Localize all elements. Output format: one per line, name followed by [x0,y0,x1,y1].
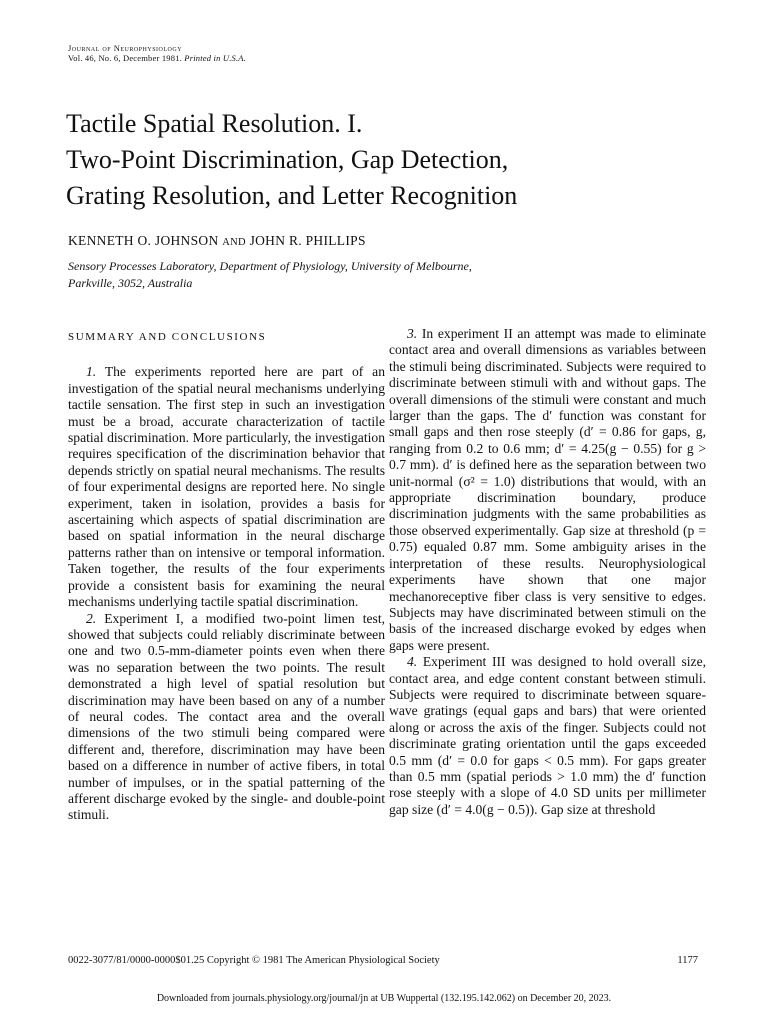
paragraph-text: The experiments reported here are part of an investigation of the spatial neural mechanisms underlying tactile sensation. The first step in such an investigation must be a broad, accurate characterization of tactile spatial discrimination. More particularly, the investigation requires specification of the discrimination behavior that depends strictly on spatial neural mechanisms. The results of four experimental designs are reported here. No single experiment, taken in isolation, provides a basis for ascertaining which aspects of spatial discrimination are based on spatial information in the neural discharge patterns rather than on intensive or temporal information. Taken together, the results of the four experiments provide a consistent basis for examining the neural mechanisms underlying tactile spatial discrimination. [68,364,386,610]
paragraph-text: Experiment III was designed to hold overall size, contact area, and edge content constant between stimuli. Subjects were required to discriminate between square-wave gratings (equal gaps and bars) that were oriented along or across the axis of the finger. Subjects could not discriminate grating orientation until the gaps exceeded 0.5 mm (d′ = 0.0 for gaps < 0.5 mm). For gaps greater than 0.5 mm (spatial periods > 1.0 mm) the d′ function rose steeply with a slope of 4.0 SD units per millimeter gap size (d′ = 4.0(g − 0.5)). Gap size at threshold [389,654,706,817]
copyright-line: 0022-3077/81/0000-0000$01.25 Copyright © 1981 The American Physiological Society [68,955,440,966]
affiliation-line: Sensory Processes Laboratory, Department of Physiology, University of Melbourne, [68,259,472,273]
left-column [68,326,385,824]
section-heading: SUMMARY AND CONCLUSIONS [68,331,267,343]
journal-issue [68,53,468,63]
author-name: KENNETH O. JOHNSON [68,233,219,248]
summary-paragraph [68,364,385,610]
author-conjunction: AND [222,237,246,248]
page-number: 1177 [677,955,698,966]
author-name: JOHN R. PHILLIPS [249,233,366,248]
paragraph-text: Experiment I, a modified two-point limen test, showed that subjects could reliably discriminate between one and two 0.5-mm-diameter points even when there was no separation between the two points. The result demonstrated a high level of spatial resolution but discrimination may have been based on any of a number of neural codes. The contact area and the overall dimensions of the two stimuli being compared were different and, therefore, discrimination may have been based on a difference in number of active fibers, in total number of impulses, or in the spatial patterning of the afferent discharge evoked by the single- and double-point stimuli. [68,610,385,823]
affiliation-line: Parkville, 3052, Australia [68,276,193,290]
paragraph-number: 4. [407,654,418,670]
title-line: Grating Resolution, and Letter Recognition [66,181,518,210]
download-note: Downloaded from journals.physiology.org/journal/jn at UB Wuppertal (132.195.142.062) on December 20, 2023. [156,993,612,1004]
journal-header [68,43,468,63]
paragraph-text: In experiment II an attempt was made to eliminate contact area and overall dimensions as variables between the stimuli being discriminated. Subjects were required to discriminate between stimuli with and without gaps. The overall dimensions of the stimuli were constant and much larger than the gaps. The d′ function was constant for small gaps and then rose steeply (d′ = 0.86 for gaps, g, ranging from 0.2 to 0.6 mm; d′ = 4.25(g − 0.55) for g > 0.7 mm). d′ is defined here as the separation between two unit-normal (σ² = 1.0) distributions that would, with an appropriate discrimination boundary, produce discrimination judgments with the same probabilities as those observed experimentally. Gap size at threshold (p = 0.75) equaled 0.87 mm. Some ambiguity arises in the interpretation of these results. Neurophysiological experiments have shown that one major mechanoreceptive fiber class is very sensitive to edges. Subjects may have discriminated between stimuli on the basis of the increased discharge evoked by edges when gaps were present. [389,326,706,653]
paragraph-number: 3. [407,326,418,341]
summary-paragraph [389,654,706,818]
page-footer [68,955,698,966]
paper-title [66,106,706,214]
title-line: Two-Point Discrimination, Gap Detection, [66,145,509,174]
right-column [389,326,706,818]
summary-paragraph [68,611,385,824]
paragraph-number: 1. [86,364,97,380]
affiliation [68,258,708,292]
author-list [68,233,668,249]
summary-paragraph [389,326,706,654]
journal-printed: Printed in U.S.A. [184,53,247,63]
paragraph-number: 2. [86,610,97,626]
journal-volume: Vol. 46, No. 6, December 1981. [68,53,182,63]
title-line: Tactile Spatial Resolution. I. [66,109,363,138]
journal-name: Journal of Neurophysiology [68,43,183,53]
